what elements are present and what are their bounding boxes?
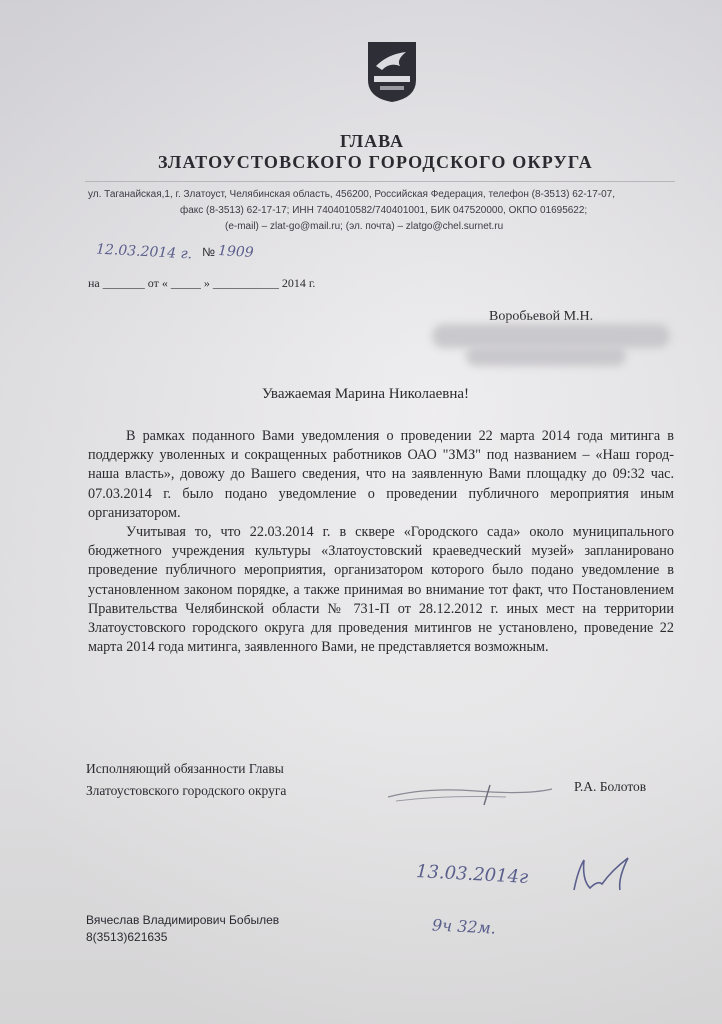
outgoing-number-label: № — [202, 245, 216, 259]
outgoing-number-handwritten: 1909 — [217, 243, 255, 261]
signature-mark-icon — [386, 779, 556, 809]
executor-name: Вячеслав Владимирович Бобылев — [86, 913, 280, 927]
signer-name: Р.А. Болотов — [574, 779, 647, 794]
received-date-handwritten: 13.03.2014г — [415, 861, 529, 888]
receipt-signature-icon — [568, 850, 638, 900]
signer-position-line1: Исполняющий обязанности Главы — [86, 761, 284, 776]
signer-position — [86, 758, 286, 802]
redaction-blur-2 — [466, 346, 626, 366]
header-title-line1: ГЛАВА — [340, 131, 405, 151]
address-line-3: (e-mail) – zlat-go@mail.ru; (эл. почта) – zlatgo@chel.surnet.ru — [225, 221, 504, 232]
outgoing-date-handwritten: 12.03.2014 г. — [95, 241, 193, 263]
body-paragraph-2: Учитывая то, что 22.03.2014 г. в сквере «Городского сада» около муниципального бюджетного учреждения культуры «Златоустовский краеведческий музей» запланировано проведение публичного мероприятия, организатором которого было подано уведомление в установленном законом порядке, а также принимая во внимание тот факт, что Постановлением Правительства Челябинской области № 731-П от 28.12.2012 г. иных мест на территории Златоустовского городского округа для проведения митингов не установлено, проведение 22 марта 2014 года митинга, заявленного Вами, не представляется возможным. — [88, 524, 674, 656]
header-divider — [85, 181, 675, 182]
header-title-line2: ЗЛАТОУСТОВСКОГО ГОРОДСКОГО ОКРУГА — [158, 152, 593, 172]
city-emblem-icon — [366, 40, 418, 104]
address-line-1: ул. Таганайская,1, г. Златоуст, Челябинская область, 456200, Российская Федерация, телефон (8-3513) 62-17-07, — [88, 189, 616, 200]
reference-line: на _______ от « _____ » ___________ 2014 г. — [88, 276, 316, 290]
executor-phone: 8(3513)621635 — [86, 930, 168, 944]
address-line-2: факс (8-3513) 62-17-17; ИНН 7404010582/740401001, БИК 047520000, ОКПО 01695622; — [180, 205, 588, 216]
body-paragraph-1: В рамках поданного Вами уведомления о проведении 22 марта 2014 года митинга в поддержку уволенных и сокращенных работников ОАО "ЗМЗ" под названием – «Наш город-наша власть», довожу до Вашего сведения, что на заявленную Вами площадку до 09:32 час. 07.03.2014 г. было подано уведомление о проведении публичного мероприятия иным организатором. — [88, 428, 674, 521]
outgoing-date-number — [95, 241, 336, 263]
redaction-blur-1 — [432, 324, 670, 348]
salutation: Уважаемая Марина Николаевна! — [262, 386, 470, 402]
executor-info — [86, 912, 279, 946]
letter-body — [88, 427, 674, 657]
signer-position-line2: Златоустовского городского округа — [86, 783, 287, 798]
received-time-handwritten: 9ч 32м. — [431, 915, 497, 938]
recipient-name: Воробьевой М.Н. — [489, 309, 594, 324]
